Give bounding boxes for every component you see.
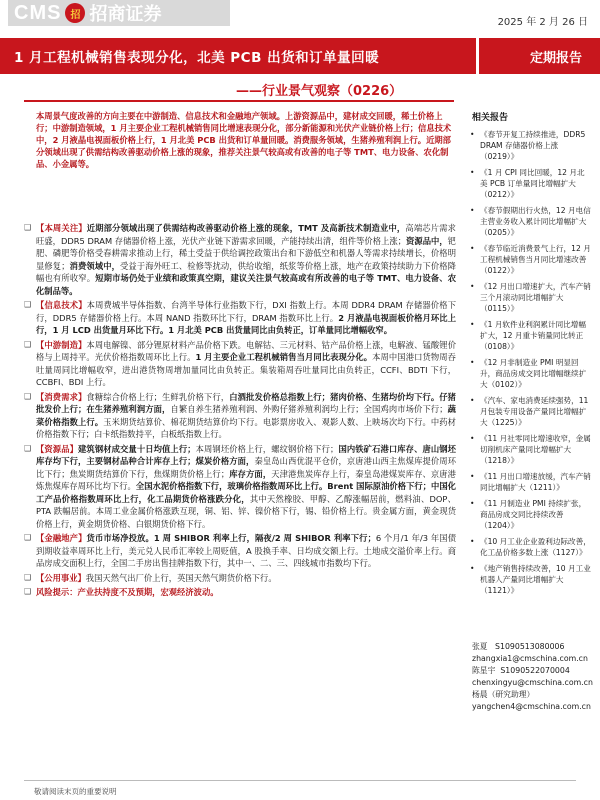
report-title: 1 月工程机械销售表现分化，北美 PCB 出货和订单量回暖 <box>14 50 380 66</box>
bullet-finance <box>24 532 456 570</box>
report-date: 2025 年 2 月 26 日 <box>497 17 588 28</box>
related-report-item[interactable] <box>470 319 592 352</box>
related-report-title[interactable]: 《1 月 CPI 同比回暖，12 月北美 PCB 订单量同比增幅扩大（0212）》 <box>480 168 585 199</box>
bullet-consumption <box>24 391 456 441</box>
bullet-tag: 【信息技术】 <box>36 300 87 310</box>
bullet-text: 高端芯片需求旺盛，DDR5 DRAM 存储器价格上涨，光伏产业链下游需求回暖，产能持续出清，组件等价格上涨； <box>36 223 456 246</box>
bullet-dot-icon: • <box>470 499 475 508</box>
related-report-title[interactable]: 《12 月非制造业 PMI 明显回升，商品房成交同比增幅继续扩大（0102）》 <box>480 358 587 389</box>
bullet-box-icon: ❑ <box>24 223 32 232</box>
bullet-text-bold: 2 月液晶电视面板价格月环比上行，1 月 LCD 出货量月环比下行。1 月北美 PCB 出货量同比由负转正，订单量同比增幅收窄。 <box>36 312 456 335</box>
bullet-dot-icon: • <box>470 244 475 253</box>
title-divider <box>476 38 479 74</box>
bullet-dot-icon: • <box>470 434 475 443</box>
analyst-name: 张夏 <box>472 642 488 651</box>
related-report-title[interactable]: 《11 月制造业 PMI 持续扩张，商品房成交同比持续改善（1204）》 <box>480 499 587 530</box>
bullet-text: 6 个月/1 年/3 年国债到期收益率周环比上行，美元兑人民币汇率较上周贬值，A 股换手率、日均成交额上行。土地成交溢价率上行。商品房成交面积上行，全国二手房出售挂牌指数下行，其中一、二、三、四线城市指数均下行。 <box>36 533 456 568</box>
related-reports <box>470 110 592 601</box>
bullet-manufacturing <box>24 339 456 389</box>
bullet-text: 其中天然橡胶、甲醇、乙醇涨幅居前，燃料油、DOP、PTA 跌幅居前。本周工业金属价格涨跌互现，铜、铝、锌、镍价格下行，锡、铅价格上行。贵金属方面，黄金现货价格上行，黄金期货价格、白银期货价格下行。 <box>36 493 456 529</box>
bullet-text: 我国天然气出厂价上行，英国天然气期货价格下行。 <box>85 572 277 583</box>
bullet-tag: 【资源品】 <box>36 443 79 454</box>
analyst-block <box>472 641 596 713</box>
bullet-box-icon: ❑ <box>24 300 32 309</box>
related-report-item[interactable] <box>470 536 592 558</box>
bullet-text: 自繁自养生猪养殖利润、外购仔猪养殖利润均上行；全国鸡肉市场价下行； <box>170 404 448 414</box>
bullet-text: 玉米期货结算价、棉花期货结算价均下行。电影票房收入、观影人数、上映场次均下行。中药材价格指数下行；白卡纸指数持平，白板纸指数上行。 <box>36 416 456 439</box>
bullet-text-bold: 建筑钢材成交量十日均值上行； <box>78 443 196 454</box>
related-report-title[interactable]: 《10 月工业企业盈利边际改善，化工品价格多数上涨（1127）》 <box>480 537 591 557</box>
bullet-dot-icon: • <box>470 206 475 215</box>
summary-paragraph: 本周景气度改善的方向主要在中游制造、信息技术和金融地产领域。上游资源品中，建材成交回暖，稀土价格上行；中游制造领域，1 月主要企业工程机械销售同比增速表现分化，部分新能源和光伏产业链价格上行；信息技术中，2 月液晶电视面板价格上行，1 月北美 PCB 出货和订单量回暖。消费服务领域，生猪养殖利润上行。近期部分领域出现了供需结构改善驱动价格上涨的现象，推荐关注景气较高或有改善的电子等 TMT、电力设备、农化制品、小金属等。 <box>36 111 452 169</box>
bullet-dot-icon: • <box>470 282 475 291</box>
bullet-text: 天津港焦炭库存上行，秦皇岛港煤炭库存、京唐港炼焦煤库存周环比均下行。 <box>36 468 456 491</box>
bullet-tag: 【金融地产】 <box>36 533 87 543</box>
bullet-list <box>24 222 456 601</box>
related-report-item[interactable] <box>470 433 592 466</box>
related-report-item[interactable] <box>470 243 592 276</box>
analyst-name: 陈星宇 <box>472 666 496 675</box>
bullet-text: 食糖综合价格上行；生鲜乳价格下行， <box>86 391 230 402</box>
bullet-text-bold: 1 月主要企业工程机械销售当月同比表现分化。 <box>195 352 373 362</box>
bullet-text: 本周电解镍、部分锂原材料产品价格下跌。电解钴、三元材料、钴产品价格上涨，电解液、锰酸锂价格与上周持平。光伏价格指数周环比上行。 <box>36 339 456 362</box>
bullet-text-bold: 资源品中， <box>406 235 448 246</box>
analyst-license-id: S1090513080006 <box>495 642 565 651</box>
bullet-text: 秦皇岛山西优混平仓价，京唐港山西主焦煤库提价周环比下行；焦炭期货结算价下行，焦煤期货价格上行； <box>36 456 456 479</box>
bullet-tag: 【公用事业】 <box>36 572 86 583</box>
logo-emblem-icon: 招 <box>65 3 85 23</box>
related-report-title[interactable]: 《11 月出口增速放缓，汽车产销同比增幅扩大（1211）》 <box>480 472 591 492</box>
bullet-text-bold: 全国水泥价格指数下行，玻璃价格指数周环比上行。Brent 国际原油价格下行；中国化工产品价格指数周环比上行，化工品期货价格涨跌分化， <box>36 481 456 504</box>
bullet-box-icon: ❑ <box>24 339 32 349</box>
bullet-tag: 【中游制造】 <box>36 339 87 350</box>
bullet-text-bold: 蔬菜价格指数上行。 <box>36 404 456 427</box>
title-bar <box>0 38 600 74</box>
related-report-title[interactable]: 《春节假期出行火热，12 月电信主营业务收入累计同比增幅扩大（0205）》 <box>480 206 591 237</box>
analyst-email[interactable]: yangchen4@cmschina.com.cn <box>472 702 591 711</box>
related-report-title[interactable]: 《春节临近消费景气上行，12 月工程机械销售当月同比增速改善（0122）》 <box>480 244 591 275</box>
logo-chinese-name: 招商证券 <box>89 4 162 25</box>
related-report-title[interactable]: 《12 月出口增速扩大，汽车产销三个月滚动同比增幅扩大（0115）》 <box>480 282 591 313</box>
company-logo <box>8 0 230 26</box>
related-report-item[interactable] <box>470 395 592 428</box>
bullet-dot-icon: • <box>470 130 475 139</box>
bullet-dot-icon: • <box>470 564 475 573</box>
bullet-dot-icon: • <box>470 358 475 367</box>
bullet-risk <box>24 586 456 599</box>
bullet-text-bold: 短期市场仍处于业绩和政策真空期，建议关注景气较高或有所改善的电子等 TMT、电力设备、农化制品等。 <box>36 273 456 296</box>
analyst-name: 杨晨（研究助理） <box>472 690 535 699</box>
bullet-box-icon: ❑ <box>24 391 32 401</box>
footer-note: 敬请阅读末页的重要说明 <box>34 787 117 796</box>
analyst-license-id: S1090522070004 <box>500 666 570 675</box>
related-report-list <box>470 129 592 596</box>
related-report-title[interactable]: 《1 月软件业利润累计同比增幅扩大，12 月重卡销量同比转正（0108）》 <box>480 320 586 351</box>
bullet-dot-icon: • <box>470 537 475 546</box>
bullet-tag: 【本周关注】 <box>36 223 87 233</box>
analyst-name-id <box>472 641 596 653</box>
section-rule <box>24 100 454 102</box>
bullet-utilities <box>24 572 456 585</box>
analyst-email[interactable]: chenxingyu@cmschina.com.cn <box>472 678 593 687</box>
bullet-box-icon: ❑ <box>24 443 32 453</box>
related-report-title[interactable]: 《11 月社零同比增速收窄，金属切削机床产量同比增幅扩大（1218）》 <box>480 434 591 465</box>
bullet-box-icon: ❑ <box>24 587 32 596</box>
analyst-email[interactable]: zhangxia1@cmschina.com.cn <box>472 654 588 663</box>
related-report-item[interactable] <box>470 563 592 596</box>
related-report-item[interactable] <box>470 471 592 493</box>
bullet-text-bold: 国内铁矿石港口库存、唐山钢坯库存均下行，主要钢材品种合计库存上行；煤炭价格方面， <box>36 443 456 466</box>
bullet-tag: 【消费需求】 <box>36 391 87 402</box>
bullet-text: 本周费城半导体指数、台湾半导体行业指数下行，DXI 指数上行。本周 DDR4 DRAM 存储器价格下行，DDR5 存储器价格上行。本周 NAND 指数环比下行，DRAM 指数环比上行。 <box>36 300 456 323</box>
related-reports-heading: 相关报告 <box>472 113 509 123</box>
bullet-text-bold: 货币市场净投放。1 周 SHIBOR 利率上行，隔夜/2 周 SHIBOR 利率下行； <box>86 533 376 543</box>
bullet-it <box>24 299 456 337</box>
bullet-text-bold: 库存方面， <box>229 468 272 479</box>
related-report-item[interactable] <box>470 205 592 238</box>
report-type-tag: 定期报告 <box>529 51 582 66</box>
bullet-text: 本周钢坯价格上行，螺纹钢价格下行； <box>195 443 339 454</box>
related-report-item[interactable] <box>470 167 592 200</box>
footer-rule <box>24 780 576 781</box>
related-report-item[interactable] <box>470 281 592 314</box>
bullet-box-icon: ❑ <box>24 572 32 582</box>
bullet-dot-icon: • <box>470 396 475 405</box>
related-report-title[interactable]: 《汽车、家电消费延续强势，11 月包装专用设备产量同比增幅扩大（1225）》 <box>480 396 589 427</box>
related-report-item[interactable] <box>470 498 592 531</box>
bullet-box-icon: ❑ <box>24 533 32 542</box>
bullet-dot-icon: • <box>470 472 475 481</box>
bullet-text-bold: 消费领域中， <box>69 260 121 271</box>
risk-warning: 风险提示：产业扶持度不及预期，宏观经济波动。 <box>36 587 219 597</box>
bullet-dot-icon: • <box>470 168 475 177</box>
bullet-text: 本周中国港口货物周吞吐量周同比增幅收窄，进出港货物周增加量同比由负转正。集装箱周吞吐量同比由负转正，CCFI、BDTI 下行，CCBFI、BDI 上行。 <box>36 352 456 387</box>
logo-latin: CMS <box>14 1 62 24</box>
bullet-focus <box>24 222 456 297</box>
bullet-text: 受益于海外旺工、检修等扰动，供给收缩，纸浆等价格上涨，地产在政策持续助力下价格降幅也有所收窄。 <box>36 260 456 283</box>
report-subtitle: ——行业景气观察（0226） <box>236 84 403 99</box>
related-report-title[interactable]: 《春节开复工持续推进，DDR5 DRAM 存储器价格上涨（0219）》 <box>480 130 586 161</box>
bullet-dot-icon: • <box>470 320 475 329</box>
related-report-item[interactable] <box>470 357 592 390</box>
related-report-item[interactable] <box>470 129 592 162</box>
bullet-resources <box>24 443 456 531</box>
related-report-title[interactable]: 《地产销售持续改善，10 月工业机器人产量同比增幅扩大（1121）》 <box>480 564 591 595</box>
bullet-text-bold: 白酒批发价格总指数上行；猪肉价格、生猪均价均下行。仔猪批发价上行；在生猪养殖利润方面， <box>36 391 456 414</box>
analyst-name-id <box>472 665 596 677</box>
bullet-text-bold: 近期部分领域出现了供需结构改善驱动价格上涨的现象，TMT 及高新技术制造业中， <box>86 223 406 233</box>
bullet-text: 钯肥、磷肥等价格受春耕需求推动上行，稀土受益于供给调控政策出台和下游低空和机器人等需求持续增长，价格明显修复； <box>36 235 456 271</box>
